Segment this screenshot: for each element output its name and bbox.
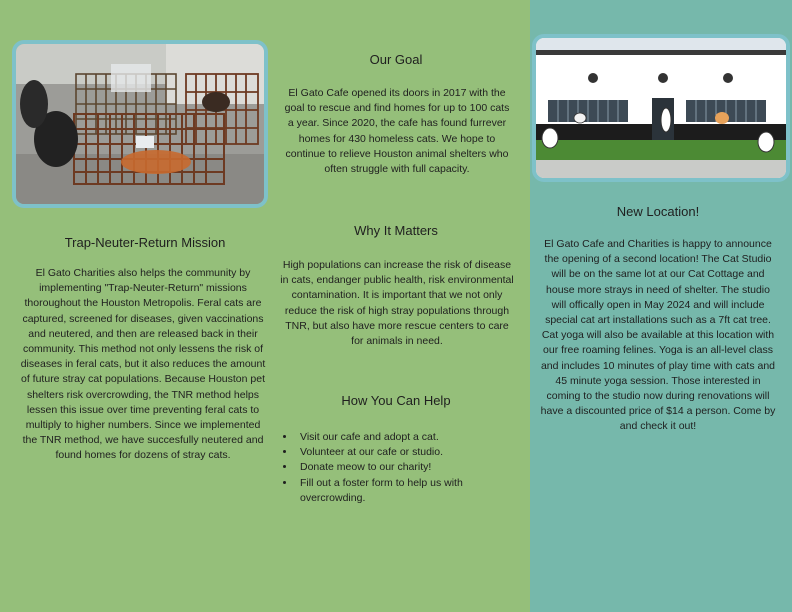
help-item-volunteer: • Volunteer at our cafe or studio. <box>296 445 526 460</box>
why-it-matters-body: High populations can increase the risk of disease in cats, endanger public health, risk environmental contamination. It is important that we not only reduce the risk of high stray populations through TNR, but also have more rescue centers to care for animals in need. <box>280 259 514 348</box>
cat-traps-photo <box>12 40 268 208</box>
our-goal-body: El Gato Cafe opened its doors in 2017 with the goal to rescue and find homes for up to 100 cats a year. Since 2020, the cafe has found furrever homes for 430 homeless cats. We hope to continue to relieve Houston animal shelters who often struggle with full capacity. <box>284 87 510 176</box>
help-item-foster: • Fill out a foster form to help us with overcrowding. <box>296 476 526 506</box>
new-location-title: New Location! <box>616 204 700 219</box>
help-item-donate: • Donate meow to our charity! <box>296 460 526 475</box>
tnr-mission-body: El Gato Charities also helps the community by implementing "Trap-Neuter-Return" missions thoroughout the Houston Metropolis. Feral cats are captured, screened for diseases, given vaccinations and neutered, and then are released back in their community. This method not only lessens the risk of diseases in feral cats, but it also reduces the amount of future stray cat populations. Because Houston pet shelters risk overcrowding, the TNR method helps lessen this issue over time preventing feral cats to multiply to higher numbers. Since we implemented the TNR method, we have succesfully neutered and found homes for dozens of stray cats. <box>20 267 266 462</box>
why-it-matters-title: Why It Matters <box>354 223 438 238</box>
how-you-can-help-list <box>282 430 526 506</box>
new-location-photo <box>532 34 790 182</box>
tnr-mission-title: Trap-Neuter-Return Mission <box>64 235 226 250</box>
our-goal-title: Our Goal <box>369 52 423 67</box>
help-item-visit: • Visit our cafe and adopt a cat. <box>296 430 526 445</box>
how-you-can-help-title: How You Can Help <box>341 393 451 408</box>
new-location-body: El Gato Cafe and Charities is happy to announce the opening of a second location! The Cat Studio will be on the same lot at our Cat Cottage and house more strays in need of shelter. The studio will offically open in May 2024 and will include special cat art installations such as a 7ft cat tree. Cat yoga will also be available at this location with our free roaming felines. Yoga is an all-level class and includes 10 minutes of play time with cats and 45 minute yoga session. Those interested in coming to the studio now during renovations will have a discounted price of $14 a person. Come by and check it out! <box>540 238 776 433</box>
